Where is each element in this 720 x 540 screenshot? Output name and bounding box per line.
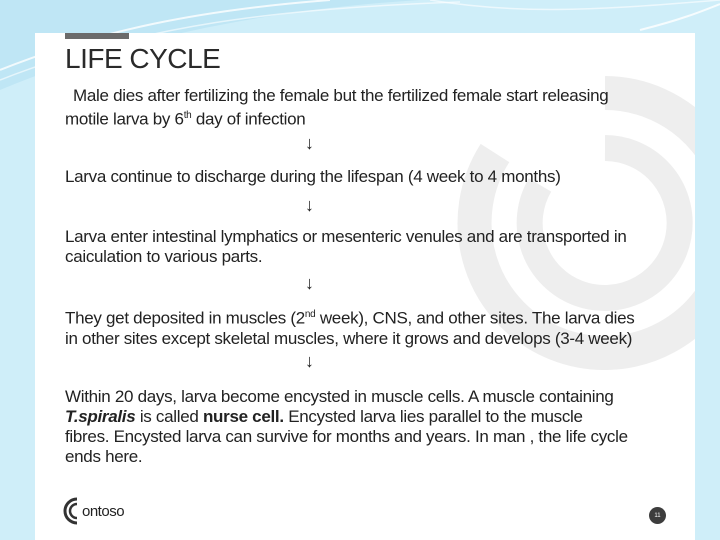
title-accent-bar <box>65 33 129 39</box>
step-1-line-1: Male dies after fertilizing the female but the fertilized female start releasing <box>73 86 609 105</box>
step-4-text <box>65 305 665 349</box>
step-5-line-2: T.spiralis is called nurse cell. Encysted larva lies parallel to the muscle <box>65 407 583 426</box>
down-arrow-icon: ↓ <box>305 195 314 215</box>
down-arrow-icon: ↓ <box>305 273 314 293</box>
step-2-text: Larva continue to discharge during the lifespan (4 week to 4 months) <box>65 167 561 186</box>
step-1-line-2: motile larva by 6th day of infection <box>65 109 306 129</box>
down-arrow-icon: ↓ <box>305 351 314 371</box>
slide-content <box>35 33 695 540</box>
step-4-line-2: in other sites except skeletal muscles, where it grows and develops (3-4 week) <box>65 328 633 348</box>
page-number-badge: 11 <box>649 507 666 524</box>
step-3-text <box>65 227 665 267</box>
step-3-line-2: caiculation to various parts. <box>65 247 263 266</box>
down-arrow-icon: ↓ <box>305 133 314 153</box>
step-5-text <box>65 387 665 467</box>
step-3-line-1: Larva enter intestinal lymphatics or mesenteric venules and are transported in <box>65 227 627 246</box>
step-5-line-1: Within 20 days, larva become encysted in muscle cells. A muscle containing <box>65 387 614 406</box>
logo-text: ontoso <box>82 502 125 520</box>
step-1-text <box>65 86 665 130</box>
step-4-line-1: They get deposited in muscles (2nd week), CNS, and other sites. The larva dies <box>65 308 635 328</box>
step-5-line-4: ends here. <box>65 447 143 466</box>
company-logo <box>62 496 124 526</box>
step-5-line-3: fibres. Encysted larva can survive for months and years. In man , the life cycle <box>65 427 628 446</box>
slide-title: LIFE CYCLE <box>65 43 221 74</box>
